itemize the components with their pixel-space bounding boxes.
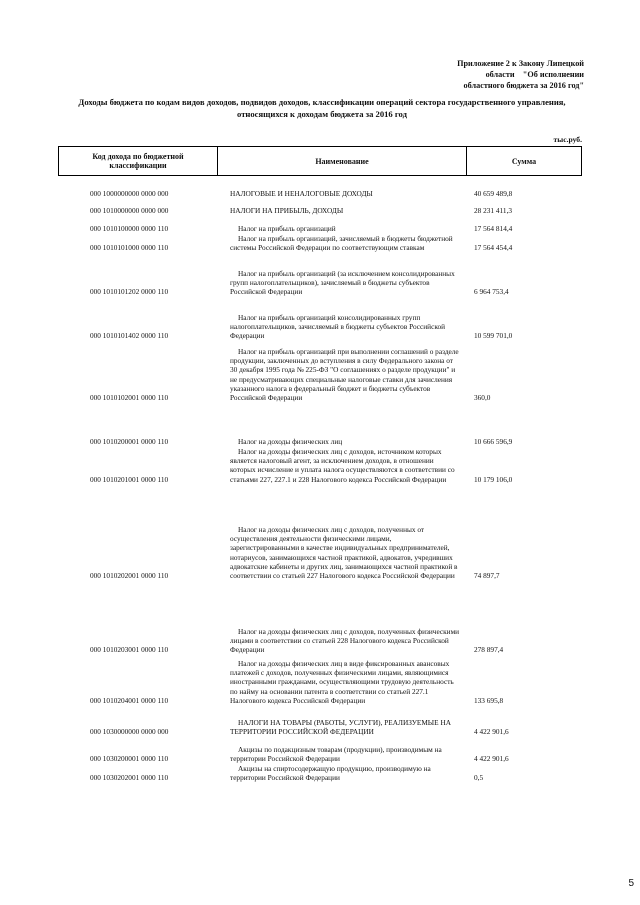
row-sum: 74 897,7 xyxy=(474,571,500,581)
header-code: Код дохода по бюджетной классификации xyxy=(59,147,218,176)
row-name: Налог на прибыль организаций xyxy=(238,224,336,233)
row-code: 000 1010204001 0000 110 xyxy=(90,695,169,705)
row-name: Налог на прибыль организаций, зачисляемый в бюджеты бюджетной системы Российской Федерации по соответствующим ставкам xyxy=(230,234,453,253)
row-code: 000 1010201001 0000 110 xyxy=(90,474,169,484)
row-code: 000 1010000000 0000 000 xyxy=(90,206,169,215)
row-sum: 17 564 814,4 xyxy=(474,224,513,233)
row-name: Налог на доходы физических лиц с доходов, источником которых является налоговый агент, за исключением доходов, в отношении которых исчисление и уплата налога осуществляются в соответствии со статьями 227, 227.1 и 228 Налогового кодекса Российской Федерации xyxy=(230,447,455,484)
row-code: 000 1010202001 0000 110 xyxy=(90,571,169,581)
page-number: 5 xyxy=(628,878,634,889)
appendix-line-2: области "Об исполнении xyxy=(485,70,584,79)
row-name: Налог на прибыль организаций при выполнении соглашений о разделе продукции, заключенных до вступления в силу Федерального закона от 30 декабря 1995 года № 225-ФЗ "О соглашениях о разделе продукции" и не предусматривающих специальные налоговые ставки для зачисления указанного налога в федеральный бюджет и бюджеты субъектов Российской Федерации xyxy=(230,347,459,403)
row-code: 000 1010203001 0000 110 xyxy=(90,645,169,655)
row-code: 000 1000000000 0000 000 xyxy=(90,189,169,198)
row-code: 000 1010101000 0000 110 xyxy=(90,243,169,253)
row-name: Налог на прибыль организаций (за исключением консолидированных групп налогоплательщиков), зачисляемый в бюджеты субъектов Российской Федерации xyxy=(230,269,455,297)
header-name: Наименование xyxy=(218,147,467,176)
row-name: Налог на доходы физических лиц в виде фиксированных авансовых платежей с доходов, полученных физическими лицами, являющимися иностранными гражданами, осуществляющими трудовую деятельность по найму на основании патента в соответствии со статьей 227.1 Налогового кодекса Российской Федерации xyxy=(230,659,454,705)
document-title: Доходы бюджета по кодам видов доходов, подвидов доходов, классификации операций сектора государственного управления, относящихся к доходам бюджета за 2016 год xyxy=(78,97,566,119)
appendix-line-3: областного бюджета за 2016 год" xyxy=(463,81,584,90)
row-name: Налог на прибыль организаций консолидированных групп налогоплательщиков, зачисляемый в бюджеты субъектов Российской Федерации xyxy=(230,313,446,341)
row-sum: 10 599 701,0 xyxy=(474,331,513,341)
row-code: 000 1010101202 0000 110 xyxy=(90,287,169,297)
header-sum: Сумма xyxy=(467,147,582,176)
row-sum: 133 695,8 xyxy=(474,695,504,705)
row-code: 000 1030000000 0000 000 xyxy=(90,727,169,737)
row-name: НАЛОГОВЫЕ И НЕНАЛОГОВЫЕ ДОХОДЫ xyxy=(230,189,373,198)
unit-label: тыс.руб. xyxy=(553,135,582,144)
row-name: НАЛОГИ НА ТОВАРЫ (РАБОТЫ, УСЛУГИ), РЕАЛИЗУЕМЫЕ НА ТЕРРИТОРИИ РОССИЙСКОЙ ФЕДЕРАЦИИ xyxy=(230,718,451,737)
appendix-line-1: Приложение 2 к Закону Липецкой xyxy=(457,59,584,68)
row-sum: 10 179 106,0 xyxy=(474,474,513,484)
row-code: 000 1030200001 0000 110 xyxy=(90,754,169,764)
row-sum: 4 422 901,6 xyxy=(474,727,509,737)
row-sum: 10 666 596,9 xyxy=(474,437,513,446)
row-name: Налог на доходы физических лиц с доходов, полученных физическими лицами в соответствии со статьей 228 Налогового кодекса Российской Федерации xyxy=(230,627,460,655)
row-name: Акцизы по подакцизным товарам (продукции), производимым на территории Российской Федерации xyxy=(230,745,442,764)
table-header xyxy=(58,146,582,176)
row-code: 000 1010200001 0000 110 xyxy=(90,437,169,446)
row-sum: 0,5 xyxy=(474,773,484,783)
row-sum: 360,0 xyxy=(474,393,491,403)
appendix-note xyxy=(434,58,584,91)
row-code: 000 1030202001 0000 110 xyxy=(90,773,169,783)
row-sum: 28 231 411,3 xyxy=(474,206,513,215)
row-sum: 278 897,4 xyxy=(474,645,504,655)
row-code: 000 1010100000 0000 110 xyxy=(90,224,169,233)
row-name: Налог на доходы физических лиц с доходов, полученных от осуществления деятельности физическими лицами, зарегистрированными в качестве индивидуальных предпринимателей, нотариусов, занимающихся частной практикой, адвокатов, учредивших адвокатские кабинеты и других лиц, занимающихся частной практикой в соответствии со статьей 227 Налогового кодекса Российской Федерации xyxy=(230,525,458,581)
row-name: Акцизы на спиртосодержащую продукцию, производимую на территории Российской Федерации xyxy=(230,764,431,783)
row-code: 000 1010101402 0000 110 xyxy=(90,331,169,341)
row-sum: 40 659 489,8 xyxy=(474,189,513,198)
row-name: Налог на доходы физических лиц xyxy=(238,437,343,446)
row-sum: 17 564 454,4 xyxy=(474,243,513,253)
row-code: 000 1010102001 0000 110 xyxy=(90,393,169,403)
row-sum: 6 964 753,4 xyxy=(474,287,509,297)
row-sum: 4 422 901,6 xyxy=(474,754,509,764)
row-name: НАЛОГИ НА ПРИБЫЛЬ, ДОХОДЫ xyxy=(230,206,344,215)
